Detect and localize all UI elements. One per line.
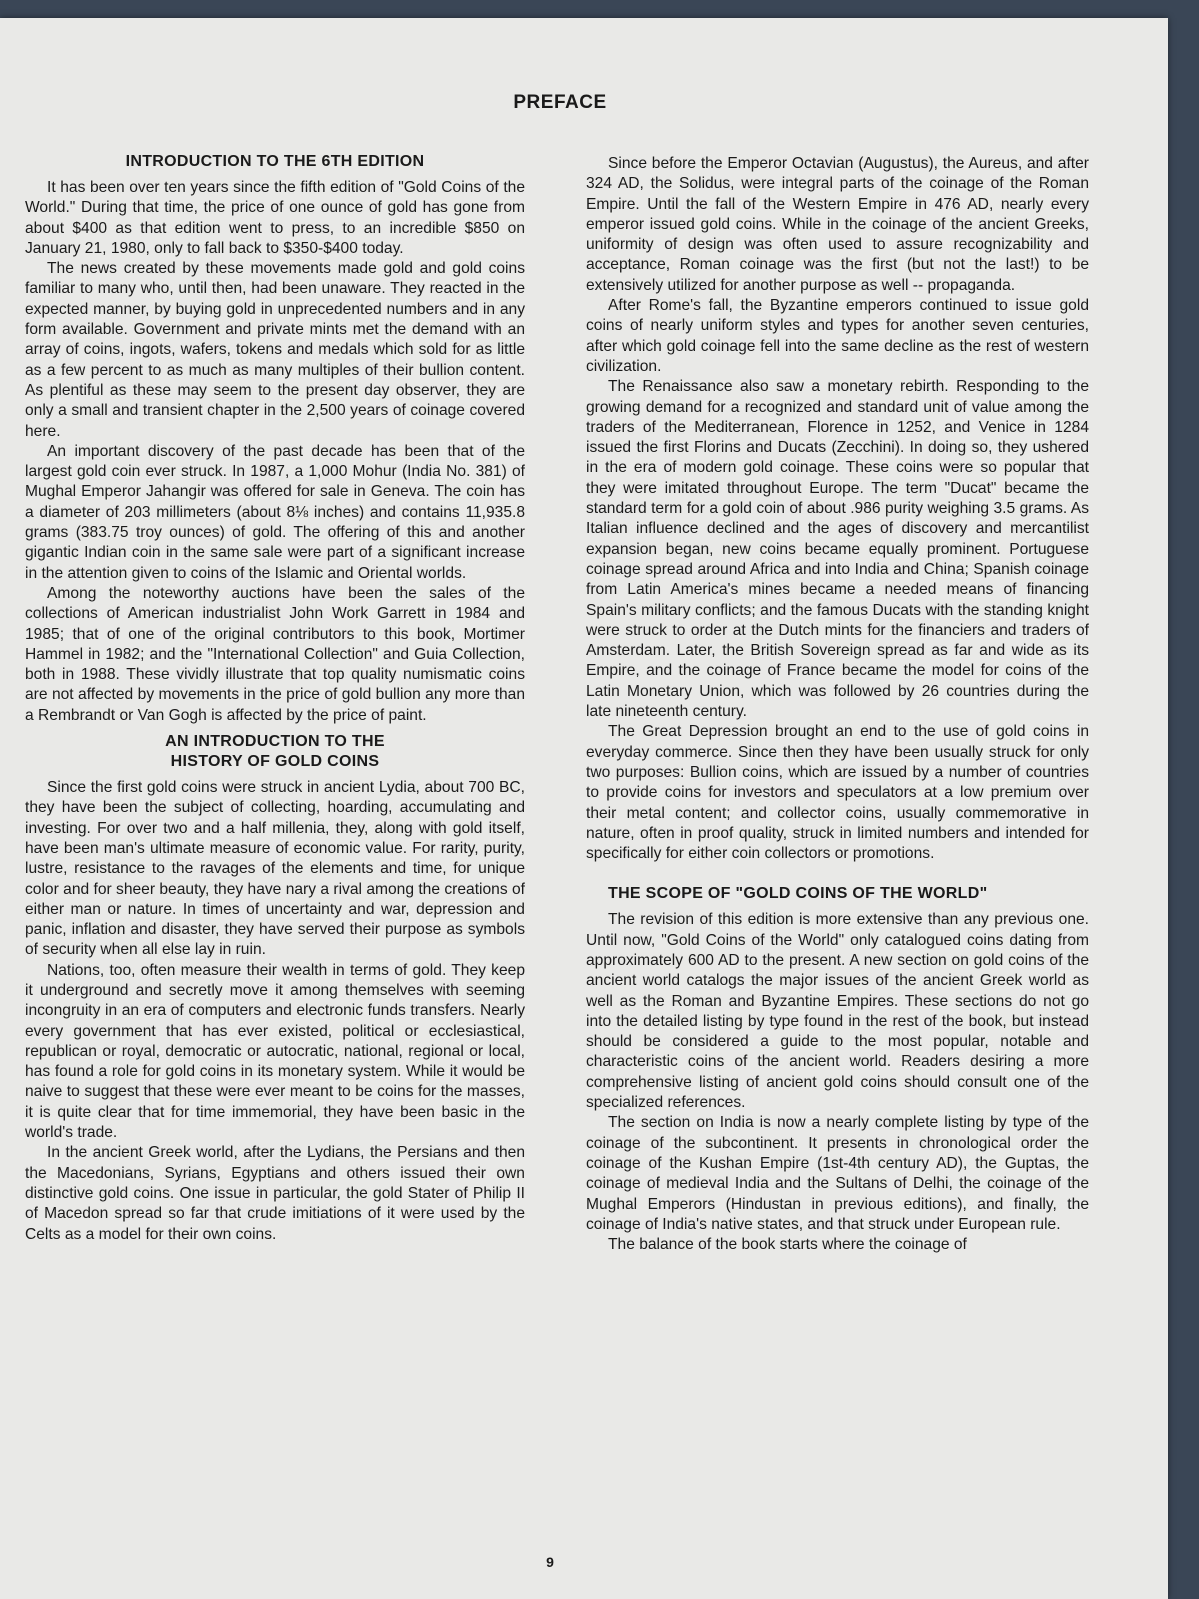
paragraph: Nations, too, often measure their wealth in terms of gold. They keep it underground and secretly move it among themselves with seeming incongruity in an era of computers and electronic funds transfers. Nearly every government that has ever existed, political or ecclesiastical, republican or royal, democratic or autocratic, national, regional or local, has found a role for gold coins in its monetary system. While it would be naive to suggest that these were ever meant to be coins for the masses, it is quite clear that for time immemorial, they have been basic in the world's trade. <box>25 961 525 1142</box>
paragraph: The news created by these movements made gold and gold coins familiar to many who, until then, had been unaware. They reacted in the expected manner, by buying gold in unprecedented numbers and in any form available. Government and private mints met the demand with an array of coins, ingots, wafers, tokens and medals which sold for as little as a few percent to as much as many multiples of their bullion content. As plentiful as these may seem to the present day observer, they are only a small and transient chapter in the 2,500 years of coinage covered here. <box>25 260 525 440</box>
paragraph: Since the first gold coins were struck in ancient Lydia, about 700 BC, they have been the subject of collecting, hoarding, accumulating and investing. For over two and a half millenia, they, along with gold itself, have been man's ultimate measure of economic value. For rarity, purity, lustre, resistance to the ravages of the elements and time, for unique color and for sheer beauty, they have nary a rival among the creations of either man or nature. In times of uncertainty and war, depression and panic, inflation and disaster, they have served their purpose as symbols of security when all else lay in ruin. <box>25 779 525 959</box>
paragraph: The Renaissance also saw a monetary rebirth. Responding to the growing demand for a recognized and standard unit of value among the traders of the Mediterranean, Florence in 1252, and Venice in 1284 issued the first Florins and Ducats (Zecchini). In doing so, they ushered in the era of modern gold coinage. These coins were so popular that they were imitated throughout Europe. The term "Ducat" became the standard term for a gold coin of about .986 purity weighing 3.5 grams. As Italian influence declined and the ages of discovery and mercantilist expansion began, new coins became equally prominent. Portuguese coinage spread around Africa and into India and China; Spanish coinage from Latin America's mines became a needed means of financing Spain's military conflicts; and the famous Ducats with the standing knight were struck to order at the Dutch mints for the financiers and traders of Amsterdam. Later, the British Sovereign spread as far and wide as its Empire, and the coinage of France became the model for coins of the Latin Monetary Union, which was followed by 26 countries during the late nineteenth century. <box>586 378 1089 721</box>
paragraph: The Great Depression brought an end to the use of gold coins in everyday commerce. Since then they have been usually struck for only two purposes: Bullion coins, which are issued by a number of countries to provide coins for investors and speculators at a low premium over their metal content; and collector coins, usually commemorative in nature, often in proof quality, struck in limited numbers and intended for specifically for either coin collectors or promotions. <box>586 723 1089 863</box>
paragraph: It has been over ten years since the fifth edition of "Gold Coins of the World." During that time, the price of one ounce of gold has gone from about $400 as that edition went to press, to an incredible $850 on January 21, 1980, only to fall back to $350-$400 today. <box>25 179 525 257</box>
section-heading-introduction: INTRODUCTION TO THE 6TH EDITION <box>125 153 425 170</box>
paragraph: The balance of the book starts where the coinage of <box>608 1236 967 1254</box>
page-number: 9 <box>546 1554 554 1570</box>
paragraph: An important discovery of the past decade has been that of the largest gold coin ever struck. In 1987, a 1,000 Mohur (India No. 381) of Mughal Emperor Jahangir was offered for sale in Geneva. The coin has a diameter of 203 millimeters (about 8⅛ inches) and contains 11,935.8 grams (383.75 troy ounces) of gold. The offering of this and another gigantic Indian coin in the same sale were part of a significant increase in the attention given to coins of the Islamic and Oriental worlds. <box>25 442 525 582</box>
right-column <box>586 154 1089 1255</box>
paragraph: Among the noteworthy auctions have been the sales of the collections of American industrialist John Work Garrett in 1984 and 1985; that of one of the original contributors to this book, Mortimer Hammel in 1982; and the "International Collection" and Guia Collection, both in 1988. These vividly illustrate that top quality numismatic coins are not affected by movements in the price of gold bullion any more than a Rembrandt or Van Gogh is affected by the price of paint. <box>25 584 525 724</box>
page-heading: PREFACE <box>513 92 607 113</box>
left-column <box>25 146 525 1245</box>
paragraph: The section on India is now a nearly complete listing by type of the coinage of the subcontinent. It presents in chronological order the coinage of the Kushan Empire (1st-4th century AD), the Guptas, the coinage of medieval India and the Sultans of Delhi, the coinage of the Mughal Emperors (Hindustan in previous editions), and finally, the coinage of India's native states, and that struck under European rule. <box>586 1114 1089 1233</box>
heading-line: HISTORY OF GOLD COINS <box>170 753 380 771</box>
paragraph: In the ancient Greek world, after the Lydians, the Persians and then the Macedonians, Syrians, Egyptians and others issued their own distinctive gold coins. One issue in particular, the gold Stater of Philip II of Macedon spread so far that crude imitiations of it were used by the Celts as a model for their own coins. <box>25 1144 525 1243</box>
section-heading-history <box>25 732 525 772</box>
paragraph: After Rome's fall, the Byzantine emperors continued to issue gold coins of nearly uniform styles and types for another seven centuries, after which gold coinage fell into the same decline as the rest of western civilization. <box>586 297 1089 375</box>
paragraph: The revision of this edition is more extensive than any previous one. Until now, "Gold Coins of the World" only catalogued coins dating from approximately 600 AD to the present. A new section on gold coins of the ancient world catalogs the major issues of the ancient Greek world as well as the Roman and Byzantine Empires. These sections do not go into the detailed listing by type found in the rest of the book, but instead should be considered a guide to the most popular, notable and characteristic coins of the ancient world. Readers desiring a more comprehensive listing of ancient gold coins should consult one of the specialized references. <box>586 911 1089 1112</box>
section-heading-scope: THE SCOPE OF "GOLD COINS OF THE WORLD" <box>608 885 988 903</box>
paragraph: Since before the Emperor Octavian (Augustus), the Aureus, and after 324 AD, the Solidus, were integral parts of the coinage of the Roman Empire. Until the fall of the Western Empire in 476 AD, nearly every emperor issued gold coins. While in the coinage of the ancient Greeks, uniformity of design was often used to assure recognizability and acceptance, Roman coinage was the first (but not the last!) to be extensively utilized for another purpose as well -- propaganda. <box>586 155 1089 294</box>
document-page <box>0 18 1168 1599</box>
heading-line: AN INTRODUCTION TO THE <box>165 733 385 751</box>
